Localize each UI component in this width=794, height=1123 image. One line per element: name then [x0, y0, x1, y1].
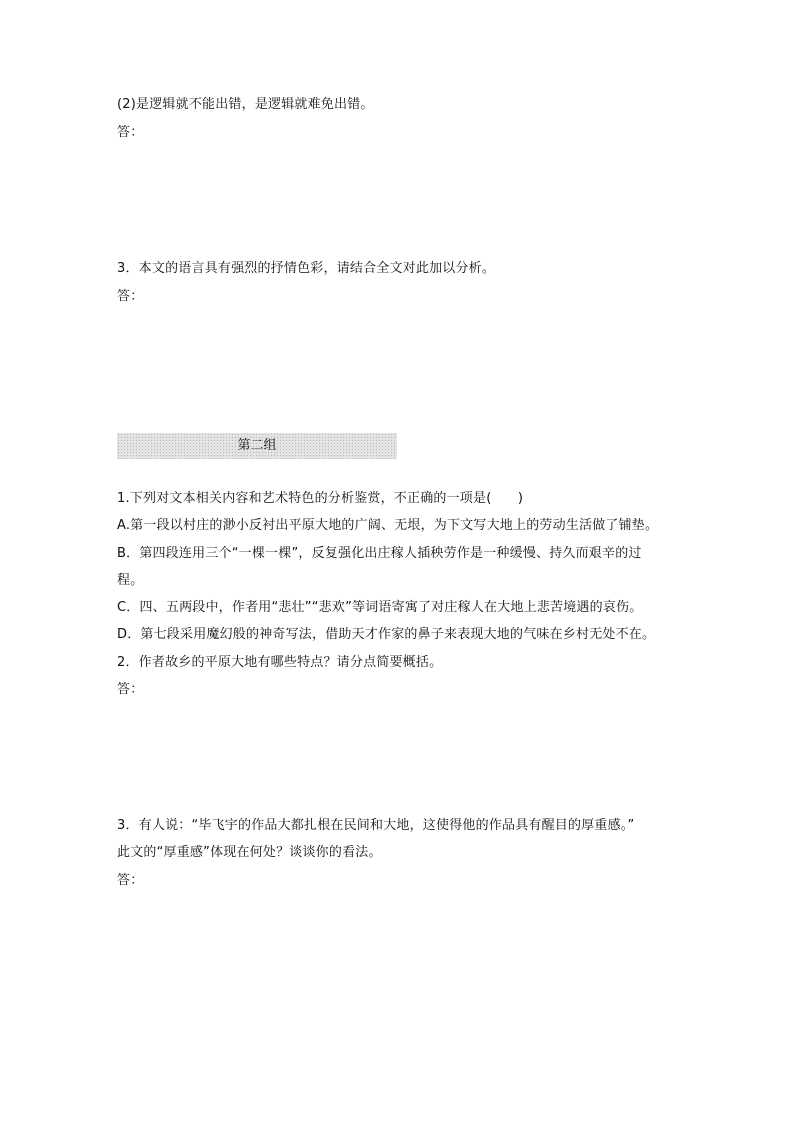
- option-b-continued: 程。: [117, 573, 144, 588]
- option-c: C．四、五两段中，作者用“悲壮”“悲欢”等词语寄寓了对庄稼人在大地上悲苦境遇的哀伤。: [117, 600, 643, 615]
- section-banner: [117, 433, 397, 459]
- option-a: A.第一段以村庄的渺小反衬出平原大地的广阔、无垠，为下文写大地上的劳动生活做了铺垫。: [117, 518, 659, 533]
- question-3-line-1: 3．有人说：“毕飞宇的作品大都扎根在民间和大地，这使得他的作品具有醒目的厚重感。”: [117, 818, 635, 833]
- option-d: D．第七段采用魔幻般的神奇写法，借助天才作家的鼻子来表现大地的气味在乡村无处不在。: [117, 627, 656, 642]
- option-b: B．第四段连用三个“一棵一棵”，反复强化出庄稼人插秧劳作是一种缓慢、持久而艰辛的过: [117, 546, 642, 561]
- section-title: 第二组: [237, 438, 277, 453]
- answer-label: 答：: [117, 289, 144, 304]
- question-2-part-2: (2)是逻辑就不能出错，是逻辑就难免出错。: [117, 97, 374, 112]
- question-1: 1.下列对文本相关内容和艺术特色的分析鉴赏，不正确的一项是( ): [117, 491, 524, 506]
- answer-label: 答：: [117, 125, 144, 140]
- question-3-line-2: 此文的“厚重感”体现在何处？谈谈你的看法。: [117, 845, 382, 860]
- question-3: 3．本文的语言具有强烈的抒情色彩，请结合全文对此加以分析。: [117, 261, 496, 276]
- question-2: 2．作者故乡的平原大地有哪些特点？请分点简要概括。: [117, 655, 443, 670]
- answer-label: 答：: [117, 873, 144, 888]
- answer-label: 答：: [117, 682, 144, 697]
